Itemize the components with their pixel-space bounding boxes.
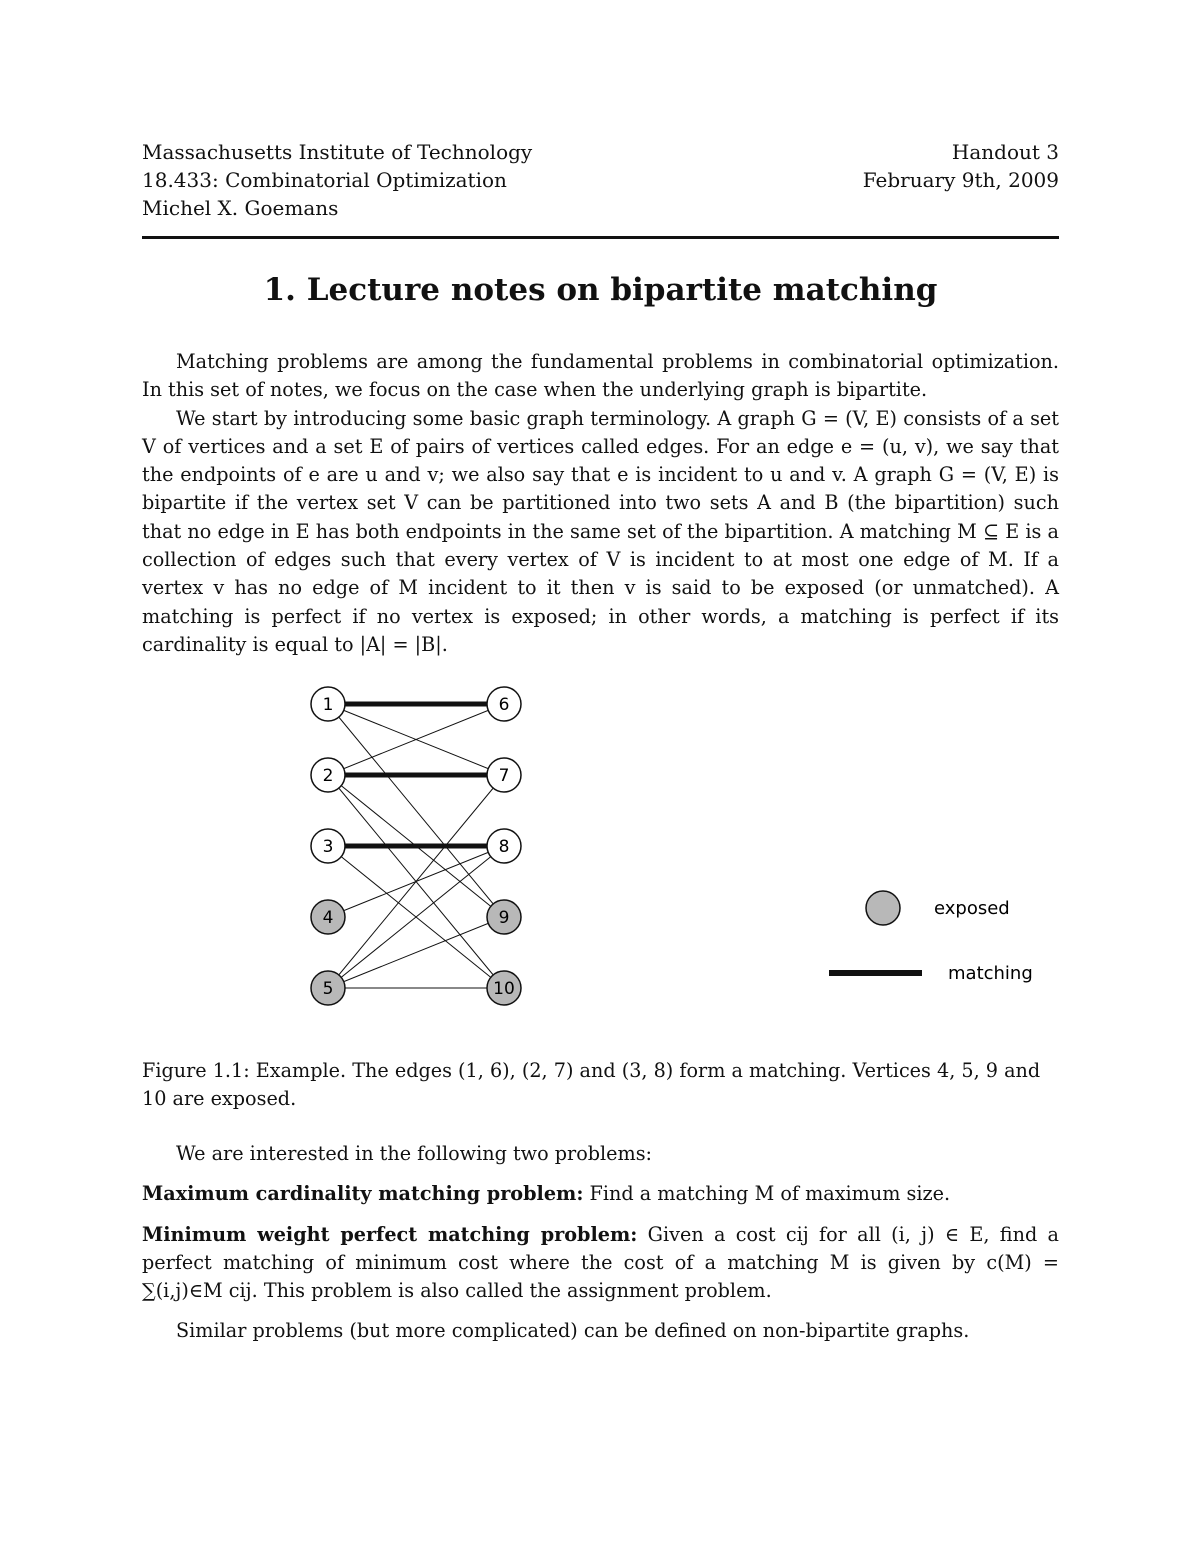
header-left bbox=[142, 138, 532, 222]
problems-section bbox=[142, 1140, 1059, 1358]
edge-5-9 bbox=[328, 917, 504, 988]
vertex-label-9: 9 bbox=[498, 908, 510, 928]
vertex-label-5: 5 bbox=[322, 979, 334, 999]
intro-paragraph-1: Matching problems are among the fundamental problems in combinatorial optimization. In this set of notes, we focus on the case when the underlying graph is bipartite. bbox=[142, 350, 1059, 402]
vertex-label-7: 7 bbox=[498, 766, 510, 786]
legend-exposed-icon bbox=[866, 891, 900, 925]
problem-2-title: Minimum weight perfect matching problem: bbox=[142, 1222, 638, 1246]
problem-1-text: Find a matching M of maximum size. bbox=[589, 1182, 951, 1206]
legend-exposed-label: exposed bbox=[934, 898, 1010, 919]
vertex-label-6: 6 bbox=[498, 695, 510, 715]
vertex-label-2: 2 bbox=[322, 766, 334, 786]
bipartite-figure bbox=[282, 674, 1062, 1014]
vertex-10 bbox=[487, 971, 521, 1005]
vertex-6 bbox=[487, 687, 521, 721]
edge-1-9 bbox=[328, 704, 504, 917]
intro-paragraph-2: We start by introducing some basic graph terminology. A graph G = (V, E) consists of a set V of vertices and a set E of pairs of vertices called edges. For an edge e = (u, v), we say that the endpoints of e are u and v; we also say that e is incident to u and v. A graph G = (V, E) is bipartite if the vertex set V can be partitioned into two sets A and B (the bipartition) such that no edge in E has both endpoints in the same set of the bipartition. A matching M ⊆ E is a collection of edges such that every vertex of V is incident to at most one edge of M. If a vertex v has no edge of M incident to it then v is said to be exposed (or unmatched). A matching is perfect if no vertex is exposed; in other words, a matching is perfect if its cardinality is equal to |A| = |B|. bbox=[142, 406, 1059, 656]
problem-min-weight bbox=[142, 1221, 1059, 1306]
vertex-label-8: 8 bbox=[498, 837, 510, 857]
legend bbox=[829, 891, 1033, 984]
legend-matching-label: matching bbox=[948, 963, 1033, 984]
closing-paragraph: Similar problems (but more complicated) can be defined on non-bipartite graphs. bbox=[176, 1319, 970, 1343]
vertex-label-3: 3 bbox=[322, 837, 334, 857]
vertex-3 bbox=[311, 829, 345, 863]
vertex-5 bbox=[311, 971, 345, 1005]
bipartite-graph bbox=[282, 674, 1062, 1014]
header-right bbox=[863, 138, 1059, 194]
author: Michel X. Goemans bbox=[142, 196, 339, 220]
vertex-1 bbox=[311, 687, 345, 721]
date: February 9th, 2009 bbox=[862, 168, 1059, 192]
problems-lead: We are interested in the following two problems: bbox=[176, 1142, 653, 1165]
problem-1-title: Maximum cardinality matching problem: bbox=[142, 1182, 584, 1206]
course: 18.433: Combinatorial Optimization bbox=[142, 168, 507, 192]
vertex-label-1: 1 bbox=[322, 695, 334, 715]
edges bbox=[328, 704, 504, 988]
problem-max-cardinality bbox=[142, 1180, 1059, 1208]
problem-2-text: Given a cost cij for all (i, j) ∈ E, find a perfect matching of minimum cost where the cost of a matching M is given by c(M) = ∑(i,j)∈M cij. This problem is also called the assignment problem. bbox=[142, 1222, 1059, 1303]
institution: Massachusetts Institute of Technology bbox=[142, 140, 533, 164]
vertex-label-10: 10 bbox=[493, 979, 515, 999]
handout-number: Handout 3 bbox=[951, 140, 1059, 164]
figure-caption: Figure 1.1: Example. The edges (1, 6), (2, 7) and (3, 8) form a matching. Vertices 4, 5, 9 and 10 are exposed. bbox=[142, 1059, 1041, 1111]
vertex-7 bbox=[487, 758, 521, 792]
header-rule bbox=[142, 236, 1059, 239]
vertex-9 bbox=[487, 900, 521, 934]
page-title: 1. Lecture notes on bipartite matching bbox=[263, 272, 938, 308]
intro-text bbox=[142, 348, 1059, 659]
vertex-label-4: 4 bbox=[322, 908, 334, 928]
vertex-2 bbox=[311, 758, 345, 792]
vertex-4 bbox=[311, 900, 345, 934]
vertex-8 bbox=[487, 829, 521, 863]
